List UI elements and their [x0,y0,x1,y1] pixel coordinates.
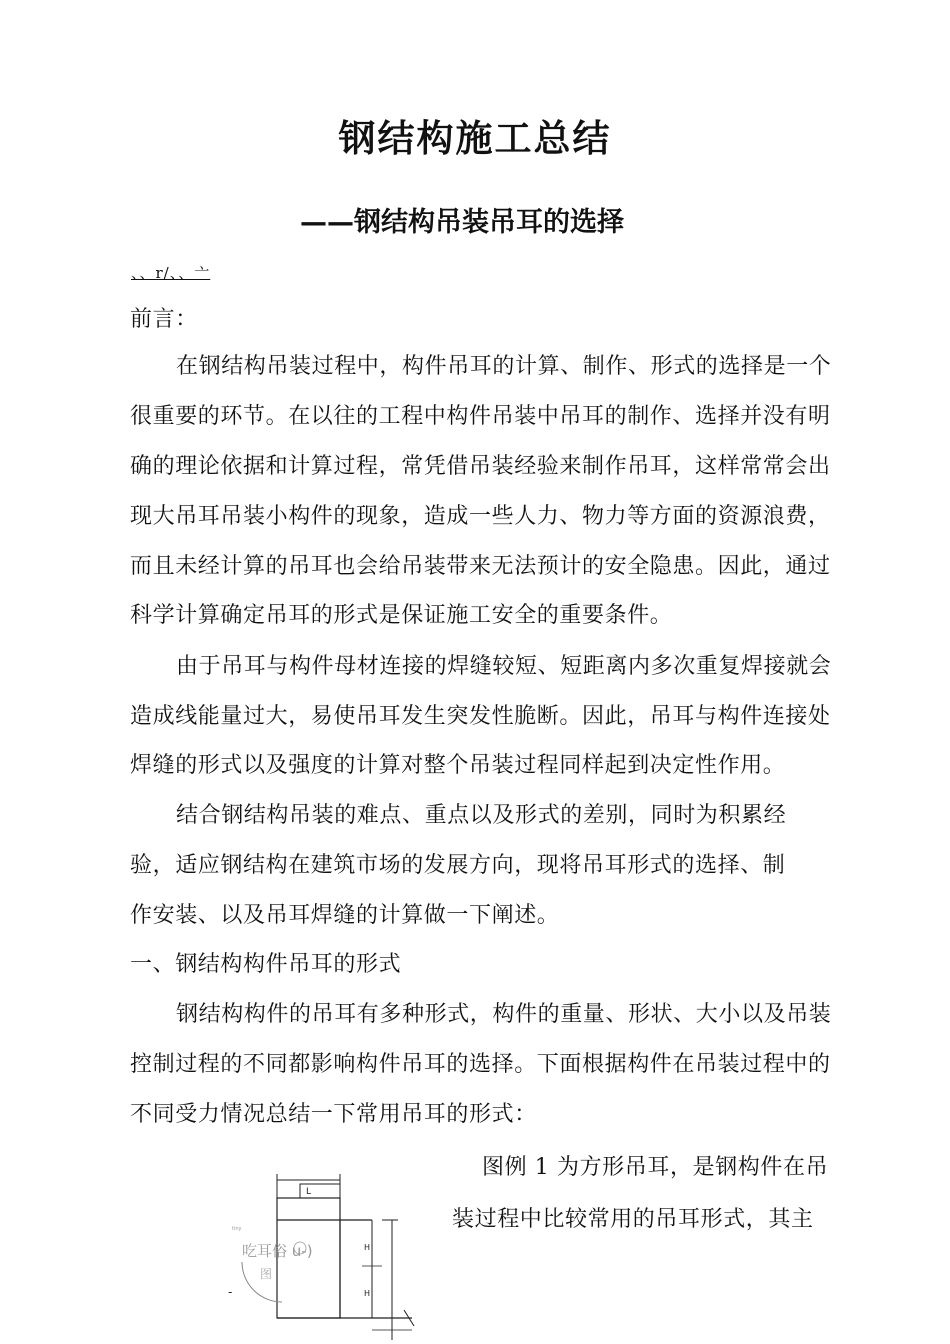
lug-drawing [222,1170,422,1344]
figure-tiny-note: tiny [232,1226,242,1232]
paragraph-line: 结合钢结构吊装的难点、重点以及形式的差别，同时为积累经 [176,803,787,828]
paragraph-line: 焊缝的形式以及强度的计算对整个吊装过程同样起到决定性作用。 [130,753,786,778]
square-lug-figure [222,1170,422,1344]
paragraph-line: 确的理论依据和计算过程，常凭借吊装经验来制作吊耳，这样常常会出 [130,454,831,479]
paragraph-line: 控制过程的不同都影响构件吊耳的选择。下面根据构件在吊装过程中的 [130,1052,831,1077]
document-subtitle: ——钢结构吊装吊耳的选择 [300,207,624,238]
dim-side-lower-label: H [364,1289,371,1298]
garbled-marks: 、、r/、、亠 [131,264,211,282]
paragraph-line: 不同受力情况总结一下常用吊耳的形式： [130,1102,537,1127]
figure-caption-line: 装过程中比较常用的吊耳形式，其主 [452,1207,814,1232]
paragraph-line: 作安装、以及吊耳焊缝的计算做一下阐述。 [130,903,560,928]
paragraph-line: 由于吊耳与构件母材连接的焊缝较短、短距离内多次重复焊接就会 [176,654,832,679]
paragraph-line: 现大吊耳吊装小构件的现象，造成一些人力、物力等方面的资源浪费， [130,504,831,529]
document-title: 钢结构施工总结 [338,117,612,160]
preface-label: 前言： [130,307,198,332]
paragraph-line: 很重要的环节。在以往的工程中构件吊装中吊耳的制作、选择并没有明 [130,404,831,429]
paragraph-line: 造成线能量过大，易使吊耳发生突发性脆断。因此，吊耳与构件连接处 [130,704,831,729]
dim-side-upper-label: H [364,1243,371,1252]
paragraph-line: 科学计算确定吊耳的形式是保证施工安全的重要条件。 [130,603,673,628]
paragraph-line: 钢结构构件的吊耳有多种形式，构件的重量、形状、大小以及吊装 [176,1002,832,1027]
figure-left-mark: - [228,1285,233,1299]
paragraph-line: 而且未经计算的吊耳也会给吊装带来无法预计的安全隐患。因此，通过 [130,554,831,579]
figure-caption-line: 图例 1 为方形吊耳，是钢构件在吊 [482,1155,829,1180]
figure-overlay-small: 图 [260,1267,273,1281]
paragraph-line: 验，适应钢结构在建筑市场的发展方向，现将吊耳形式的选择、制 [130,853,786,878]
dim-top-label: L [306,1187,312,1197]
paragraph-line: 在钢结构吊装过程中，构件吊耳的计算、制作、形式的选择是一个 [176,354,832,379]
section-heading: 一、钢结构构件吊耳的形式 [130,952,402,977]
figure-overlay-text: 吃耳俗 u-) [242,1242,313,1260]
